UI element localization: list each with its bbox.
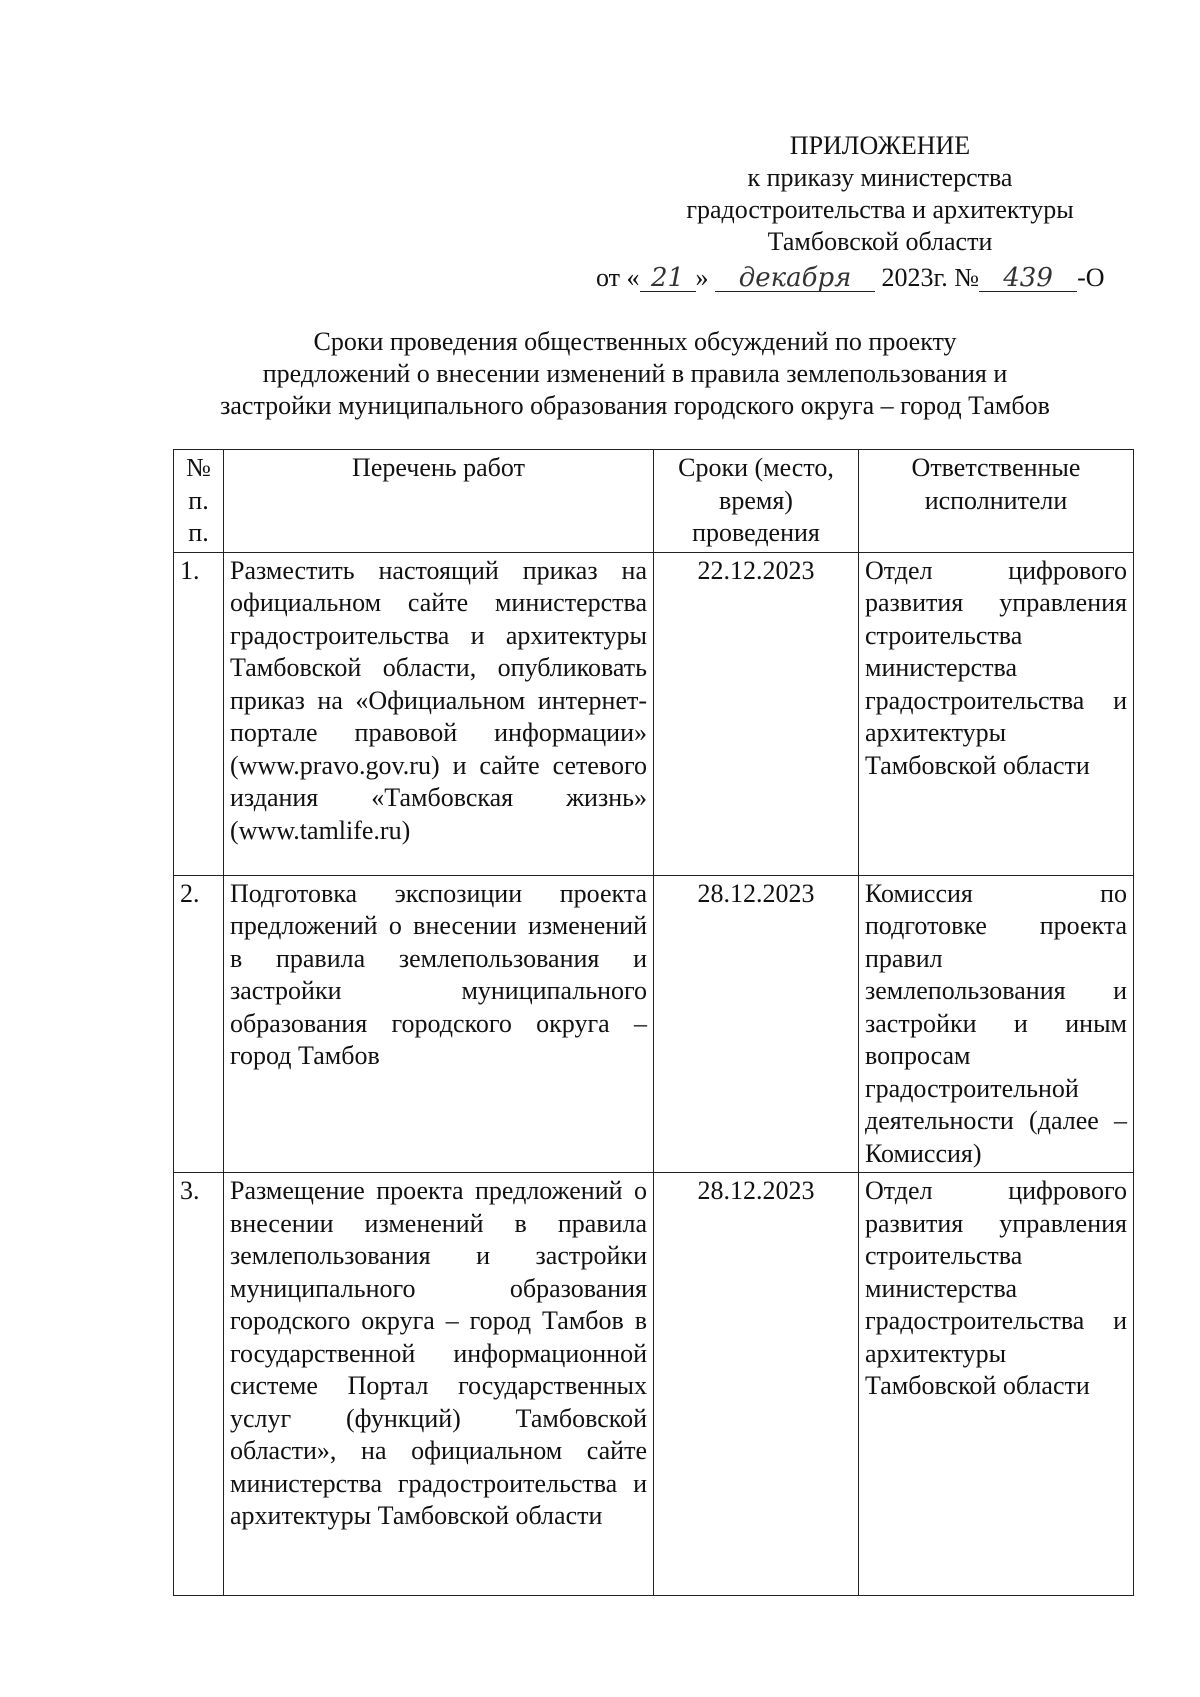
header-term: Сроки (место, время) проведения bbox=[654, 450, 859, 553]
order-day: 21 bbox=[640, 265, 696, 292]
order-year: 2023г. № bbox=[881, 263, 980, 292]
row-term: 22.12.2023 bbox=[654, 552, 859, 875]
row-resp: Комиссия по подготовке проекта правил землепользования и застройки и иным вопросам градостроительной деятельности (далее – Комиссия) bbox=[859, 875, 1134, 1173]
table-row bbox=[174, 875, 1134, 1173]
appendix-line-3: Тамбовской области bbox=[767, 227, 993, 256]
header-num: № п. п. bbox=[174, 450, 224, 553]
title-line-1: Сроки проведения общественных обсуждений по проекту bbox=[313, 327, 957, 356]
table-header-row bbox=[174, 450, 1134, 553]
title-line-3: застройки муниципального образования городского округа – город Тамбов bbox=[220, 391, 1050, 420]
header-work: Перечень работ bbox=[224, 450, 654, 553]
row-resp: Отдел цифрового развития управления строительства министерства градостроительства и архитектуры Тамбовской области bbox=[859, 552, 1134, 875]
appendix-title: ПРИЛОЖЕНИЕ bbox=[789, 131, 971, 160]
row-work: Подготовка экспозиции проекта предложений о внесении изменений в правила землепользования и застройки муниципального образования городского округа – город Тамбов bbox=[224, 875, 654, 1173]
appendix-header bbox=[600, 130, 1160, 258]
order-number: 439 bbox=[979, 265, 1077, 292]
row-num: 2. bbox=[174, 875, 224, 1173]
header-resp: Ответственные исполнители bbox=[859, 450, 1134, 553]
order-prefix: от « bbox=[596, 263, 640, 292]
order-suffix: -О bbox=[1077, 263, 1105, 292]
order-month: декабря bbox=[715, 265, 875, 292]
table-row bbox=[174, 1173, 1134, 1596]
row-term: 28.12.2023 bbox=[654, 1173, 859, 1596]
works-table bbox=[173, 449, 1134, 1596]
table-row bbox=[174, 552, 1134, 875]
row-num: 3. bbox=[174, 1173, 224, 1596]
appendix-line-2: градостроительства и архитектуры bbox=[686, 195, 1074, 224]
row-num: 1. bbox=[174, 552, 224, 875]
order-mid: » bbox=[695, 263, 709, 292]
row-work: Размещение проекта предложений о внесении изменений в правила землепользования и застройки муниципального образования городского округа – город Тамбов в государственной информационной системе Портал государственных услуг (функций) Тамбовской области», на официальном сайте министерства градостроительства и архитектуры Тамбовской области bbox=[224, 1173, 654, 1596]
appendix-line-1: к приказу министерства bbox=[747, 163, 1013, 192]
document-title bbox=[160, 326, 1110, 422]
row-resp: Отдел цифрового развития управления строительства министерства градостроительства и архитектуры Тамбовской области bbox=[859, 1173, 1134, 1596]
title-line-2: предложений о внесении изменений в правила землепользования и bbox=[262, 359, 1008, 388]
order-reference bbox=[596, 262, 1105, 294]
row-work: Разместить настоящий приказ на официальном сайте министерства градостроительства и архитектуры Тамбовской области, опубликовать приказ на «Официальном интернет-портале правовой информации» (www.pravo.gov.ru) и сайте сетевого издания «Тамбовская жизнь» (www.tamlife.ru) bbox=[224, 552, 654, 875]
row-term: 28.12.2023 bbox=[654, 875, 859, 1173]
